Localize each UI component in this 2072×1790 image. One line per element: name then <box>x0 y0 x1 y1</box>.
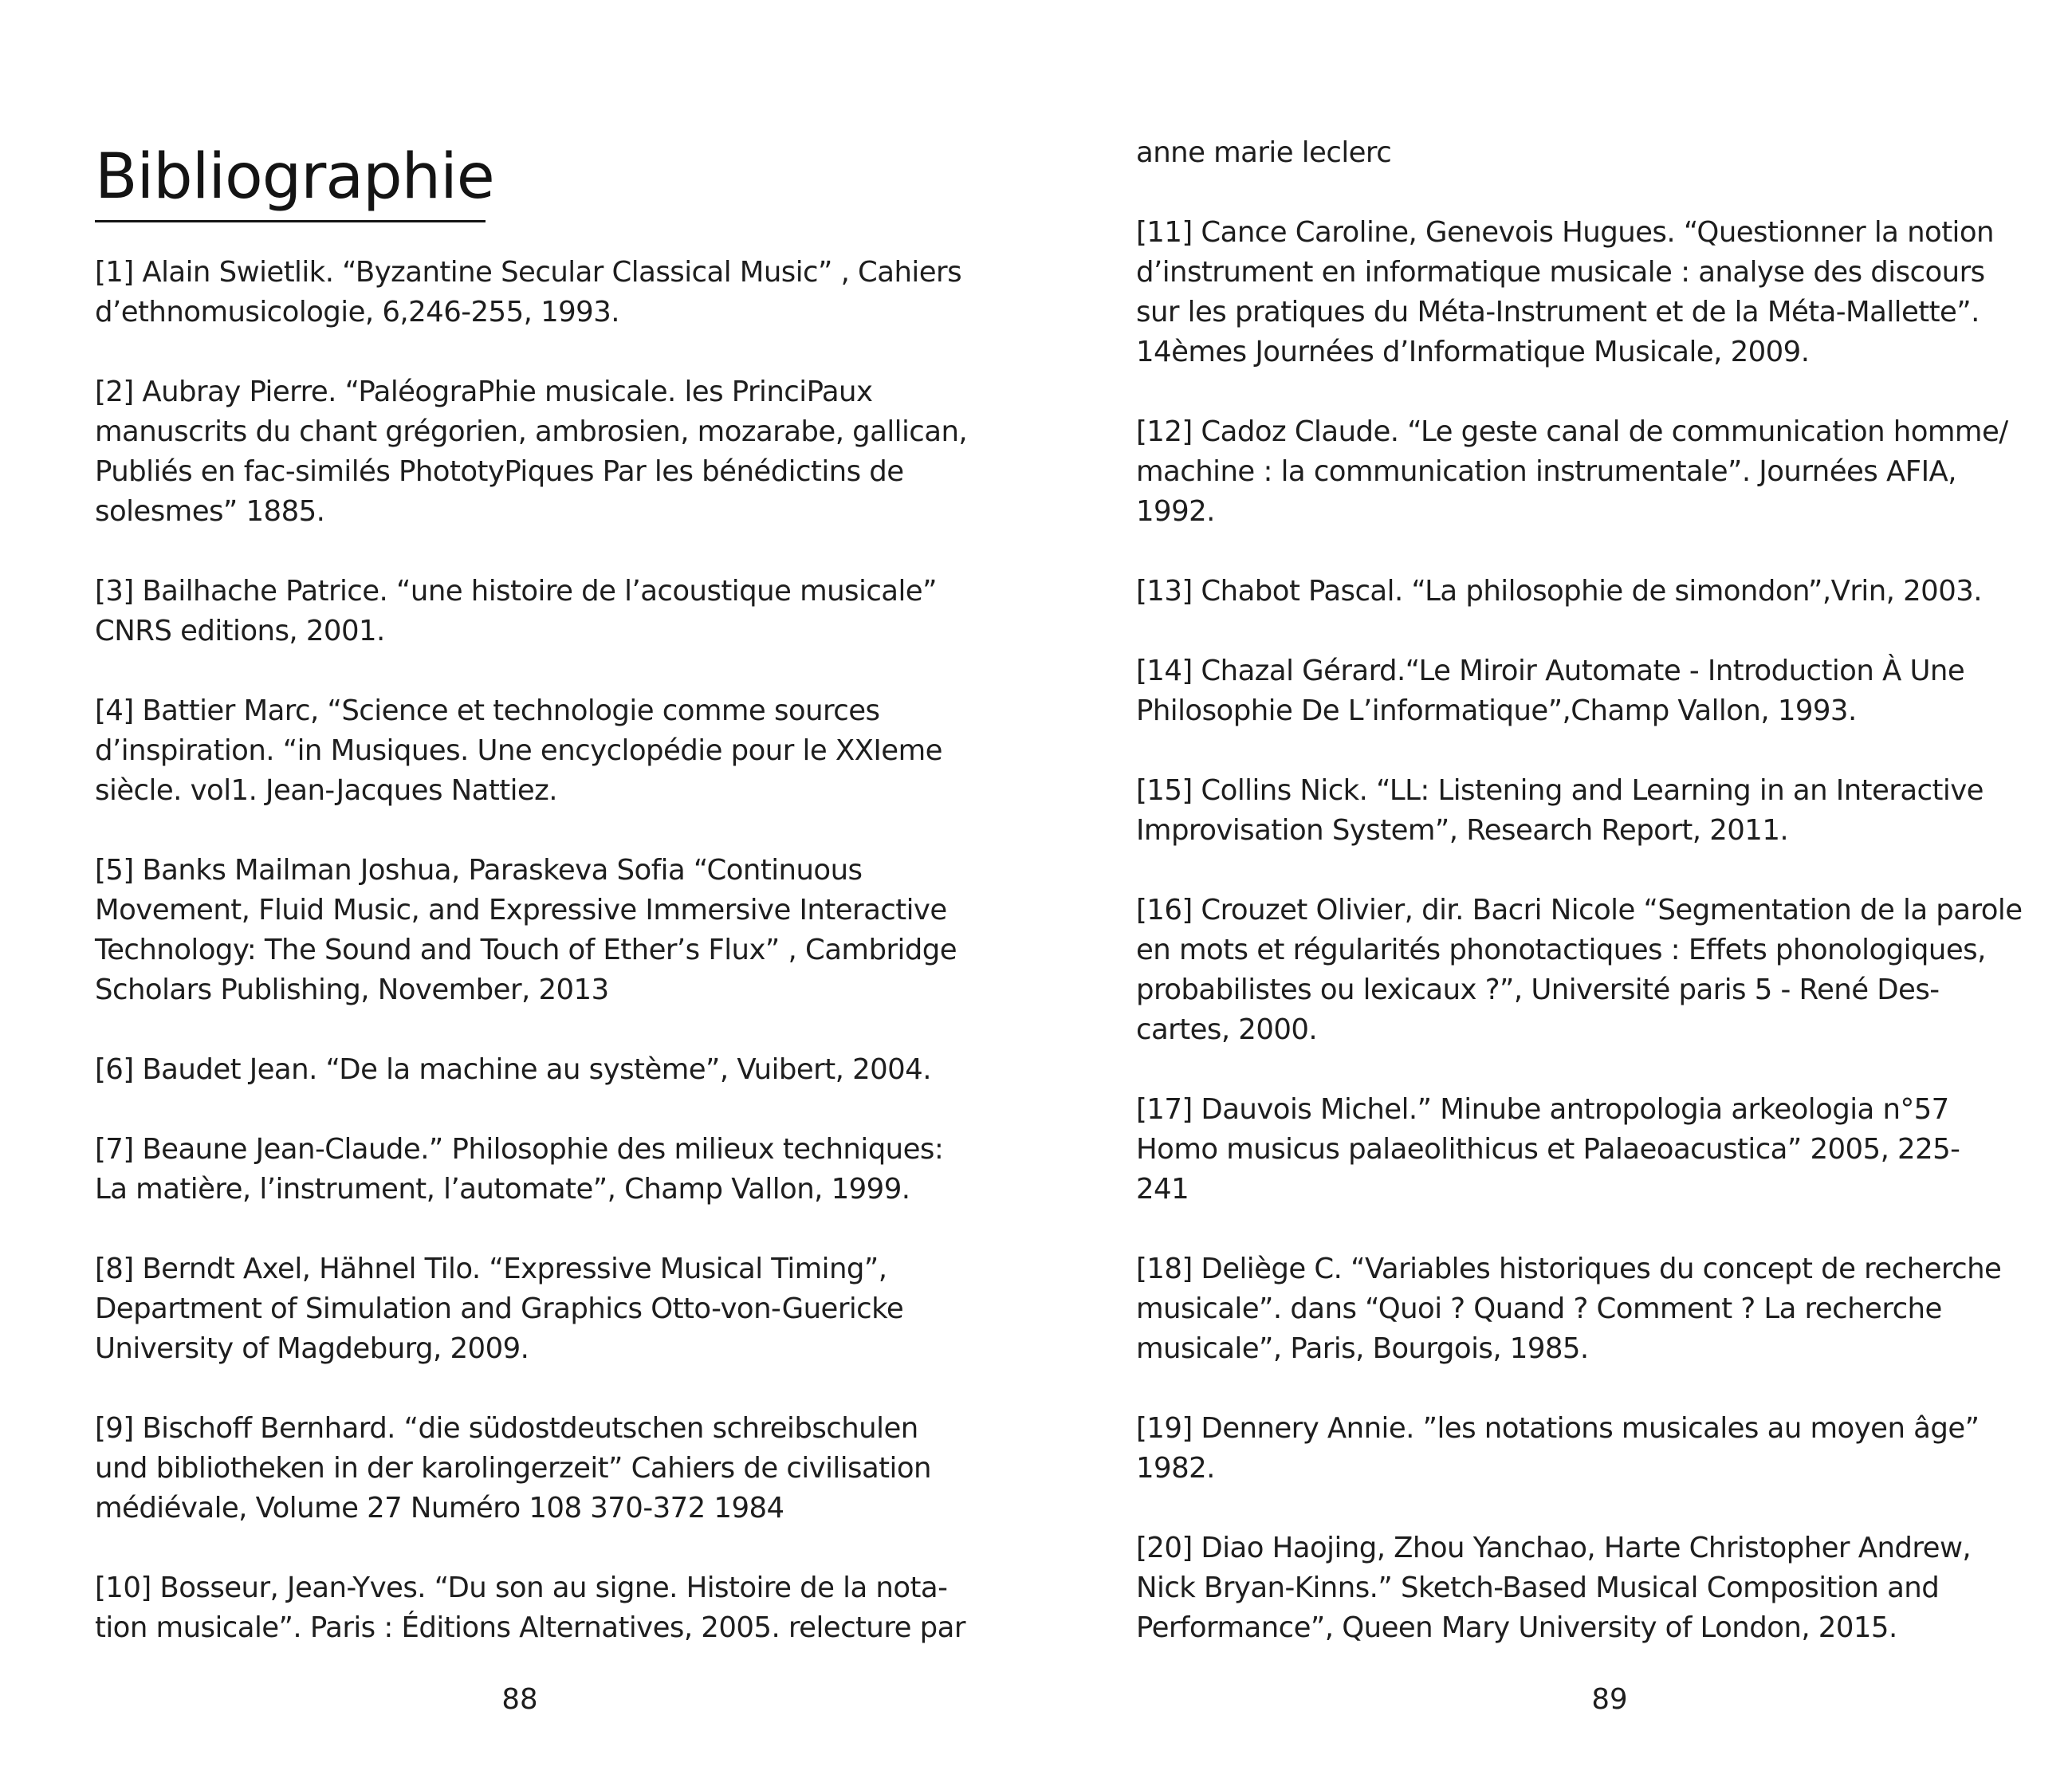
entry-10-continuation: anne marie leclerc <box>1136 136 1392 169</box>
bibliography-entry-16: [16] Crouzet Olivier, dir. Bacri Nicole “Segmentation de la parole en mots et régularités phonotactiques : Effets phonologiques, probabilistes ou lexicaux ?”, Université paris 5 - René Des- cartes, 2000. <box>1136 894 2023 1046</box>
bibliography-entry-19: [19] Dennery Annie. ”les notations musicales au moyen âge” 1982. <box>1136 1412 1980 1485</box>
bibliography-list-left <box>95 253 988 1688</box>
bibliography-list-right <box>1136 213 2045 1688</box>
bibliography-entry-1: [1] Alain Swietlik. “Byzantine Secular Classical Music” , Cahiers d’ethnomusicologie, 6,246-255, 1993. <box>95 256 962 328</box>
bibliography-entry-9: [9] Bischoff Bernhard. “die südostdeutschen schreibschulen und bibliotheken in der karolingerzeit” Cahiers de civilisation médiévale, Volume 27 Numéro 108 370-372 1984 <box>95 1412 931 1524</box>
page-number-right: 89 <box>1591 1683 1628 1716</box>
bibliography-entry-15: [15] Collins Nick. “LL: Listening and Learning in an Interactive Improvisation System”, Research Report, 2011. <box>1136 774 1984 847</box>
bibliography-entry-6: [6] Baudet Jean. “De la machine au système”, Vuibert, 2004. <box>95 1053 931 1086</box>
bibliography-entry-8: [8] Berndt Axel, Hähnel Tilo. “Expressive Musical Timing”, Department of Simulation and Graphics Otto-von-Guericke University of Magdeburg, 2009. <box>95 1253 904 1365</box>
bibliography-entry-11: [11] Cance Caroline, Genevois Hugues. “Questionner la notion d’instrument en informatique musicale : analyse des discours sur les pratiques du Méta-Instrument et de la Méta-Mallette”. 14èmes Journées d’Informatique Musicale, 2009. <box>1136 216 1994 368</box>
bibliography-entry-14: [14] Chazal Gérard.“Le Miroir Automate - Introduction À Une Philosophie De L’informatique”,Champ Vallon, 1993. <box>1136 655 1965 727</box>
bibliography-entry-12: [12] Cadoz Claude. “Le geste canal de communication homme/ machine : la communication instrumentale”. Journées AFIA, 1992. <box>1136 415 2008 528</box>
bibliography-entry-5: [5] Banks Mailman Joshua, Paraskeva Sofia “Continuous Movement, Fluid Music, and Expressive Immersive Interactive Technology: The Sound and Touch of Ether’s Flux” , Cambridge Scholars Publishing, November, 2013 <box>95 854 957 1006</box>
bibliography-entry-3: [3] Bailhache Patrice. “une histoire de l’acoustique musicale” CNRS editions, 2001. <box>95 575 937 647</box>
page-title: Bibliographie <box>95 141 494 213</box>
right-page <box>1036 0 2072 1790</box>
bibliography-entry-10: [10] Bosseur, Jean-Yves. “Du son au signe. Histoire de la nota- tion musicale”. Paris : Éditions Alternatives, 2005. relecture par <box>95 1572 965 1644</box>
bibliography-entry-18: [18] Deliège C. “Variables historiques du concept de recherche musicale”. dans “Quoi ? Quand ? Comment ? La recherche musicale”, Paris, Bourgois, 1985. <box>1136 1253 2002 1365</box>
bibliography-entry-4: [4] Battier Marc, “Science et technologie comme sources d’inspiration. “in Musiques. Une encyclopédie pour le XXIeme siècle. vol1. Jean-Jacques Nattiez. <box>95 694 942 807</box>
bibliography-entry-17: [17] Dauvois Michel.” Minube antropologia arkeologia n°57 Homo musicus palaeolithicus et Palaeoacustica” 2005, 225- 241 <box>1136 1093 1960 1206</box>
bibliography-entry-13: [13] Chabot Pascal. “La philosophie de simondon”,Vrin, 2003. <box>1136 575 1983 608</box>
bibliography-entry-7: [7] Beaune Jean-Claude.” Philosophie des milieux techniques: La matière, l’instrument, l’automate”, Champ Vallon, 1999. <box>95 1133 944 1206</box>
title-underline <box>95 220 486 222</box>
page-number-left: 88 <box>501 1683 538 1716</box>
bibliography-entry-20: [20] Diao Haojing, Zhou Yanchao, Harte Christopher Andrew, Nick Bryan-Kinns.” Sketch-Based Musical Composition and Performance”, Queen Mary University of London, 2015. <box>1136 1532 1972 1644</box>
bibliography-entry-2: [2] Aubray Pierre. “PaléograPhie musicale. les PrinciPaux manuscrits du chant grégorien, ambrosien, mozarabe, gallican, Publiés en fac-similés PhototyPiques Par les bénédictins de solesmes” 1885. <box>95 376 968 528</box>
